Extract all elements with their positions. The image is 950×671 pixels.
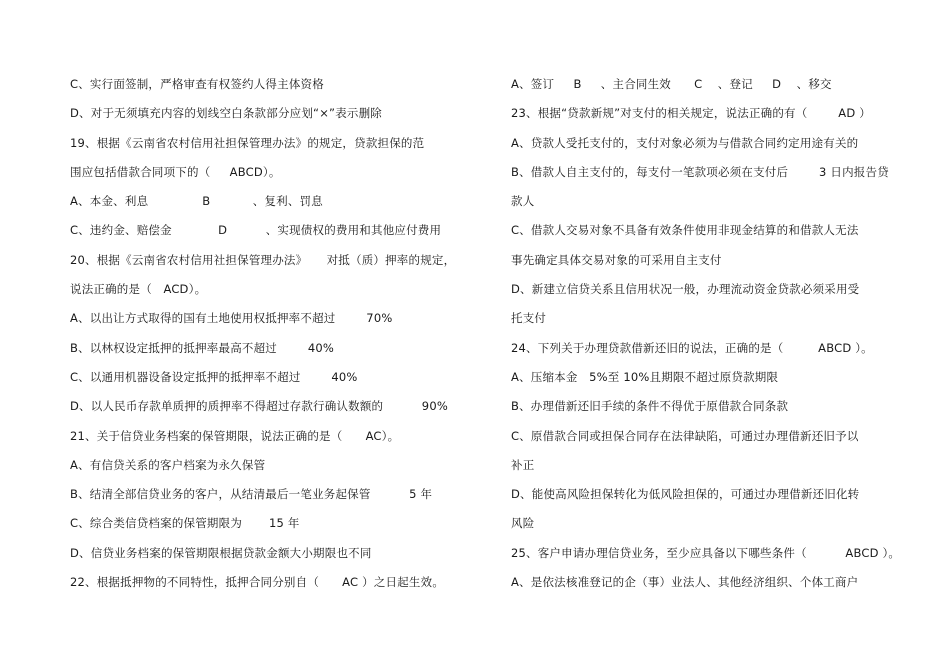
question-23-option-c-cont: 事先确定具体交易对象的可采用自主支付 [511,252,722,267]
question-23-option-c: C、借款人交易对象不具备有效条件使用非现金结算的和借款人无法 [511,223,859,238]
right-column [511,70,921,597]
question-23-option-b-cont: 款人 [511,194,535,209]
question-24-option-c: C、原借款合同或担保合同存在法律缺陷，可通过办理借新还旧予以 [511,428,859,443]
question-22-options: A、签订 B 、主合同生效 C 、登记 D 、移交 [511,77,832,91]
question-19-options-ab: A、本金、利息 B 、复利、罚息 [70,194,323,209]
question-21-option-d: D、信贷业务档案的保管期限根据贷款金额大小期限也不同 [70,545,372,560]
question-24-stem: 24、下列关于办理贷款借新还旧的说法，正确的是（ ABCD ）。 [511,340,873,355]
question-24-option-a: A、压缩本金 5%至 10%且期限不超过原贷款期限 [511,369,779,384]
left-column [70,70,470,597]
question-23-option-d: D、新建立信贷关系且信用状况一般，办理流动资金贷款必须采用受 [511,282,860,297]
question-20-option-d: D、以人民币存款单质押的质押率不得超过存款行确认数额的 90% [70,399,448,414]
question-20-option-b: B、以林权设定抵押的抵押率最高不超过 40% [70,340,334,355]
question-23-option-d-cont: 托支付 [511,311,547,326]
question-24-option-b: B、办理借新还旧手续的条件不得优于原借款合同条款 [511,399,789,414]
question-21-option-c: C、综合类信贷档案的保管期限为 15 年 [70,516,300,531]
question-21-option-a: A、有信贷关系的客户档案为永久保管 [70,457,266,472]
question-23-option-b: B、借款人自主支付的，每支付一笔款项必须在支付后 3 日内报告贷 [511,164,889,179]
question-20-stem: 20、根据《云南省农村信用社担保管理办法》 对抵（质）押率的规定， [70,252,456,267]
question-20-option-a: A、以出让方式取得的国有土地使用权抵押率不超过 70% [70,311,393,326]
question-19-stem-cont: 围应包括借款合同项下的（ ABCD）。 [70,164,281,179]
question-24-option-d-cont: 风险 [511,516,535,531]
question-19-stem: 19、根据《云南省农村信用社担保管理办法》的规定，贷款担保的范 [70,135,425,150]
question-25-stem: 25、客户申请办理信贷业务，至少应具备以下哪些条件（ ABCD ）。 [511,545,901,560]
question-21-option-b: B、结清全部信贷业务的客户，从结清最后一笔业务起保管 5 年 [70,487,433,502]
question-24-option-d: D、能使高风险担保转化为低风险担保的，可通过办理借新还旧化转 [511,487,860,502]
question-25-option-a: A、是依法核准登记的企（事）业法人、其他经济组织、个体工商户 [511,575,859,590]
text-line: C、实行面签制，严格审查有权签约人得主体资格 [70,77,324,91]
text-line: D、对于无须填充内容的划线空白条款部分应划“×”表示删除 [70,106,383,121]
question-23-option-a: A、贷款人受托支付的，支付对象必须为与借款合同约定用途有关的 [511,135,859,150]
question-21-stem: 21、关于信贷业务档案的保管期限，说法正确的是（ AC）。 [70,428,400,443]
question-20-stem-cont: 说法正确的是（ ACD）。 [70,282,207,297]
question-23-stem: 23、根据“贷款新规”对支付的相关规定，说法正确的有（ AD ） [511,106,871,121]
question-22-stem: 22、根据抵押物的不同特性，抵押合同分别自（ AC ）之日起生效。 [70,575,445,590]
question-20-option-c: C、以通用机器设备设定抵押的抵押率不超过 40% [70,369,358,384]
question-19-options-cd: C、违约金、赔偿金 D 、实现债权的费用和其他应付费用 [70,223,442,238]
question-24-option-c-cont: 补正 [511,457,535,472]
